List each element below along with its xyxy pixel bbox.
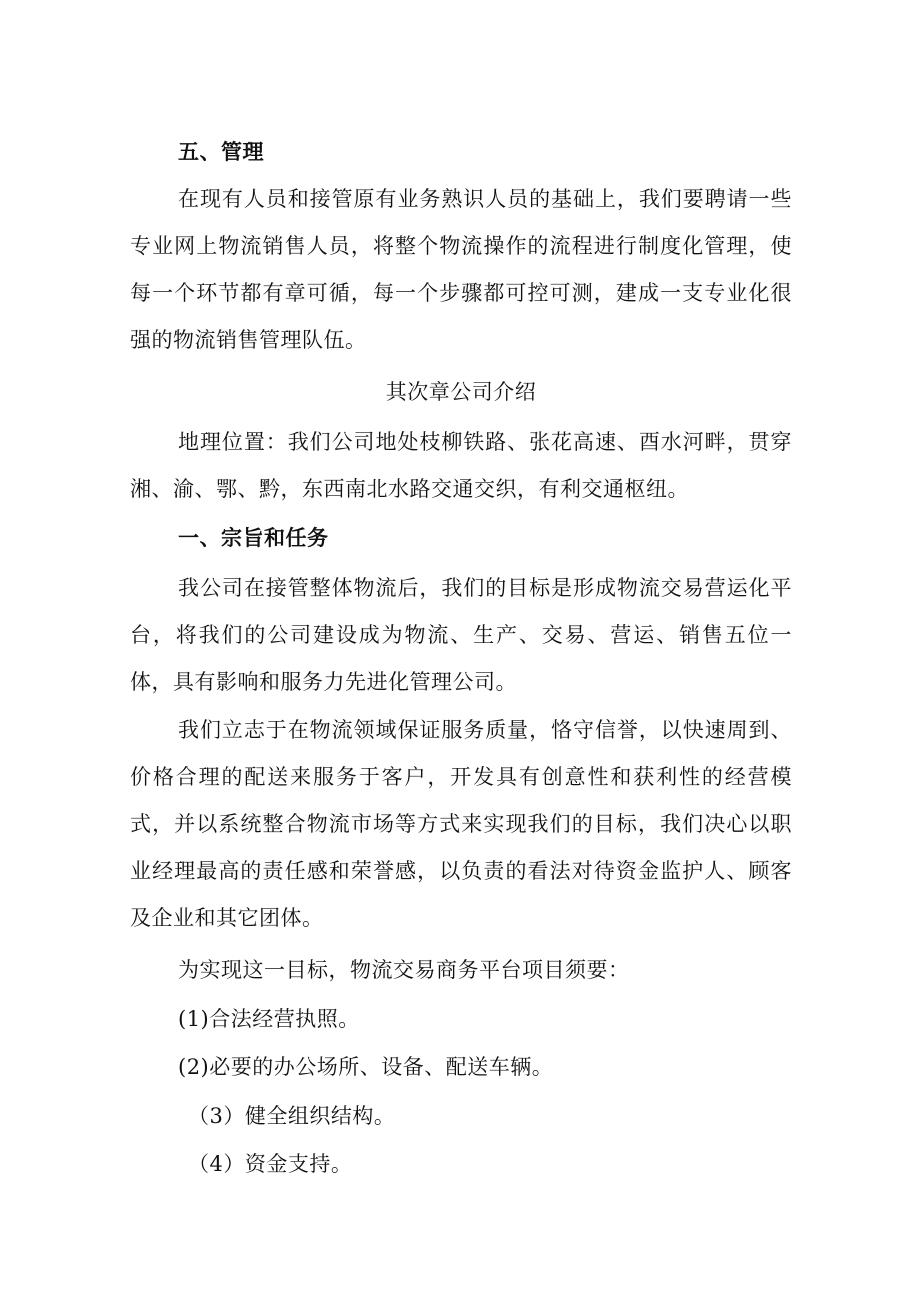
location-paragraph: 地理位置：我们公司地处枝柳铁路、张花高速、酉水河畔，贯穿湘、渝、鄂、黔，东西南北水路交通交织，有利交通枢纽。 [130,430,792,501]
requirement-item: （4）资金支持。 [188,1152,353,1176]
section5-paragraph: 在现有人员和接管原有业务熟识人员的基础上，我们要聘请一些专业网上物流销售人员，将整个物流操作的流程进行制度化管理，使每一个环节都有章可循，每一个步骤都可控可测，建成一支专业化很强的物流销售管理队伍。 [130,187,792,352]
requirement-item: （3）健全组织结构。 [188,1104,396,1128]
section5-heading: 五、管理 [178,140,264,164]
requirements-intro: 为实现这一目标，物流交易商务平台项目须要： [178,958,630,982]
section1-paragraph-1: 我公司在接管整体物流后，我们的目标是形成物流交易营运化平台，将我们的公司建设成为物流、生产、交易、营运、销售五位一体，具有影响和服务力先进化管理公司。 [130,576,792,694]
section1-heading: 一、宗旨和任务 [178,526,329,550]
chapter-title: 其次章公司介绍 [385,380,537,404]
requirement-item: (2)必要的办公场所、设备、配送车辆。 [178,1055,554,1079]
section1-paragraph-2: 我们立志于在物流领域保证服务质量，恪守信誉，以快速周到、价格合理的配送来服务于客户，开发具有创意性和获利性的经营模式，并以系统整合物流市场等方式来实现我们的目标，我们决心以职业经理最高的责任感和荣誉感，以负责的看法对待资金监护人、顾客及企业和其它团体。 [130,718,792,930]
requirement-item: (1)合法经营执照。 [178,1007,360,1031]
